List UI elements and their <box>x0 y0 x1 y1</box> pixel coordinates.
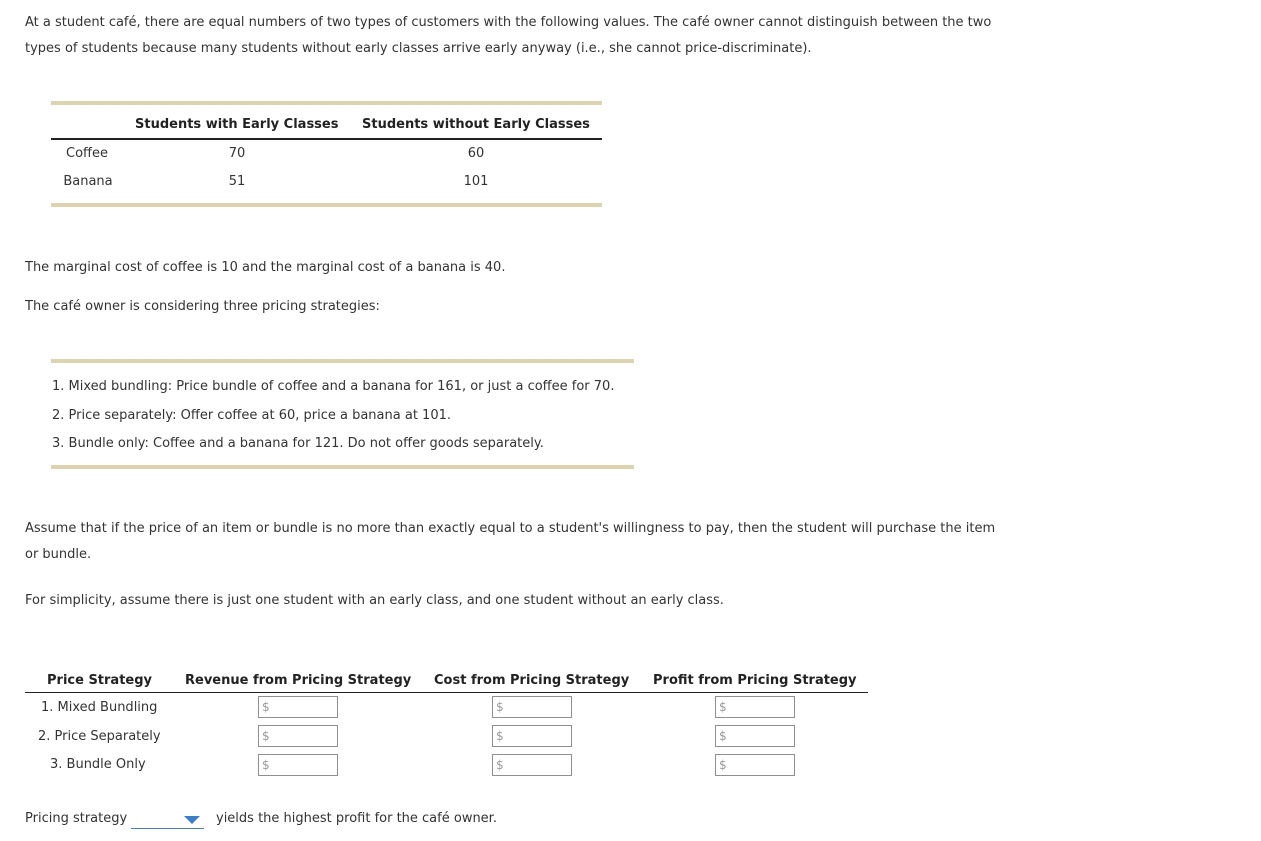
coffee-early-value: 70 <box>228 146 246 161</box>
cost-field[interactable] <box>507 698 567 716</box>
assume-line-2: or bundle. <box>25 547 92 562</box>
strategies-intro: The café owner is considering three pricing strategies: <box>25 299 380 314</box>
strategies-box <box>51 359 634 469</box>
row-label-coffee: Coffee <box>66 146 108 161</box>
profit-input-bundle-only[interactable] <box>715 754 795 776</box>
dollar-sign: $ <box>262 729 270 743</box>
dollar-sign: $ <box>496 729 504 743</box>
dollar-sign: $ <box>719 700 727 714</box>
row-label-mixed-bundling: 1. Mixed Bundling <box>41 700 158 715</box>
dollar-sign: $ <box>496 758 504 772</box>
values-table <box>51 101 602 207</box>
intro-line-1: At a student café, there are equal numbers of two types of customers with the following values. The café owner cannot distinguish between the two <box>25 15 992 30</box>
profit-field[interactable] <box>730 727 790 745</box>
banana-no-early-value: 101 <box>463 174 489 189</box>
header-early-classes: Students with Early Classes <box>135 117 339 132</box>
cost-input-mixed-bundling[interactable] <box>492 696 572 718</box>
cost-field[interactable] <box>507 756 567 774</box>
row-label-banana: Banana <box>63 174 113 189</box>
profit-input-mixed-bundling[interactable] <box>715 696 795 718</box>
profit-input-price-separately[interactable] <box>715 725 795 747</box>
revenue-field[interactable] <box>273 727 333 745</box>
chevron-down-icon[interactable] <box>184 816 200 824</box>
revenue-field[interactable] <box>273 698 333 716</box>
assume-line-1: Assume that if the price of an item or bundle is no more than exactly equal to a student's willingness to pay, then the student will purchase the item <box>25 521 996 536</box>
strategy-item: 1. Mixed bundling: Price bundle of coffee and a banana for 161, or just a coffee for 70. <box>52 379 615 394</box>
revenue-field[interactable] <box>273 756 333 774</box>
dollar-sign: $ <box>719 758 727 772</box>
cost-field[interactable] <box>507 727 567 745</box>
marginal-cost-text: The marginal cost of coffee is 10 and the marginal cost of a banana is 40. <box>25 260 506 275</box>
conclusion-suffix: yields the highest profit for the café owner. <box>216 811 497 826</box>
dollar-sign: $ <box>719 729 727 743</box>
dollar-sign: $ <box>262 758 270 772</box>
header-cost: Cost from Pricing Strategy <box>434 673 630 688</box>
revenue-input-price-separately[interactable] <box>258 725 338 747</box>
revenue-input-mixed-bundling[interactable] <box>258 696 338 718</box>
conclusion-prefix: Pricing strategy <box>25 811 128 826</box>
header-divider <box>51 138 602 140</box>
profit-field[interactable] <box>730 756 790 774</box>
strategy-item: 2. Price separately: Offer coffee at 60, price a banana at 101. <box>52 408 451 423</box>
header-revenue: Revenue from Pricing Strategy <box>185 673 412 688</box>
banana-early-value: 51 <box>228 174 246 189</box>
revenue-input-bundle-only[interactable] <box>258 754 338 776</box>
coffee-no-early-value: 60 <box>467 146 485 161</box>
header-profit: Profit from Pricing Strategy <box>653 673 857 688</box>
simplicity-text: For simplicity, assume there is just one student with an early class, and one student without an early class. <box>25 593 724 608</box>
dollar-sign: $ <box>496 700 504 714</box>
answer-table-divider <box>25 692 868 693</box>
header-price-strategy: Price Strategy <box>47 673 153 688</box>
profit-field[interactable] <box>730 698 790 716</box>
dollar-sign: $ <box>262 700 270 714</box>
pricing-strategy-dropdown[interactable] <box>131 808 204 829</box>
cost-input-price-separately[interactable] <box>492 725 572 747</box>
strategy-item: 3. Bundle only: Coffee and a banana for 121. Do not offer goods separately. <box>52 436 544 451</box>
row-label-price-separately: 2. Price Separately <box>38 729 161 744</box>
header-no-early-classes: Students without Early Classes <box>362 117 590 132</box>
intro-line-2: types of students because many students without early classes arrive early anyway (i.e., she cannot price-discriminate). <box>25 41 812 56</box>
cost-input-bundle-only[interactable] <box>492 754 572 776</box>
row-label-bundle-only: 3. Bundle Only <box>50 757 146 772</box>
